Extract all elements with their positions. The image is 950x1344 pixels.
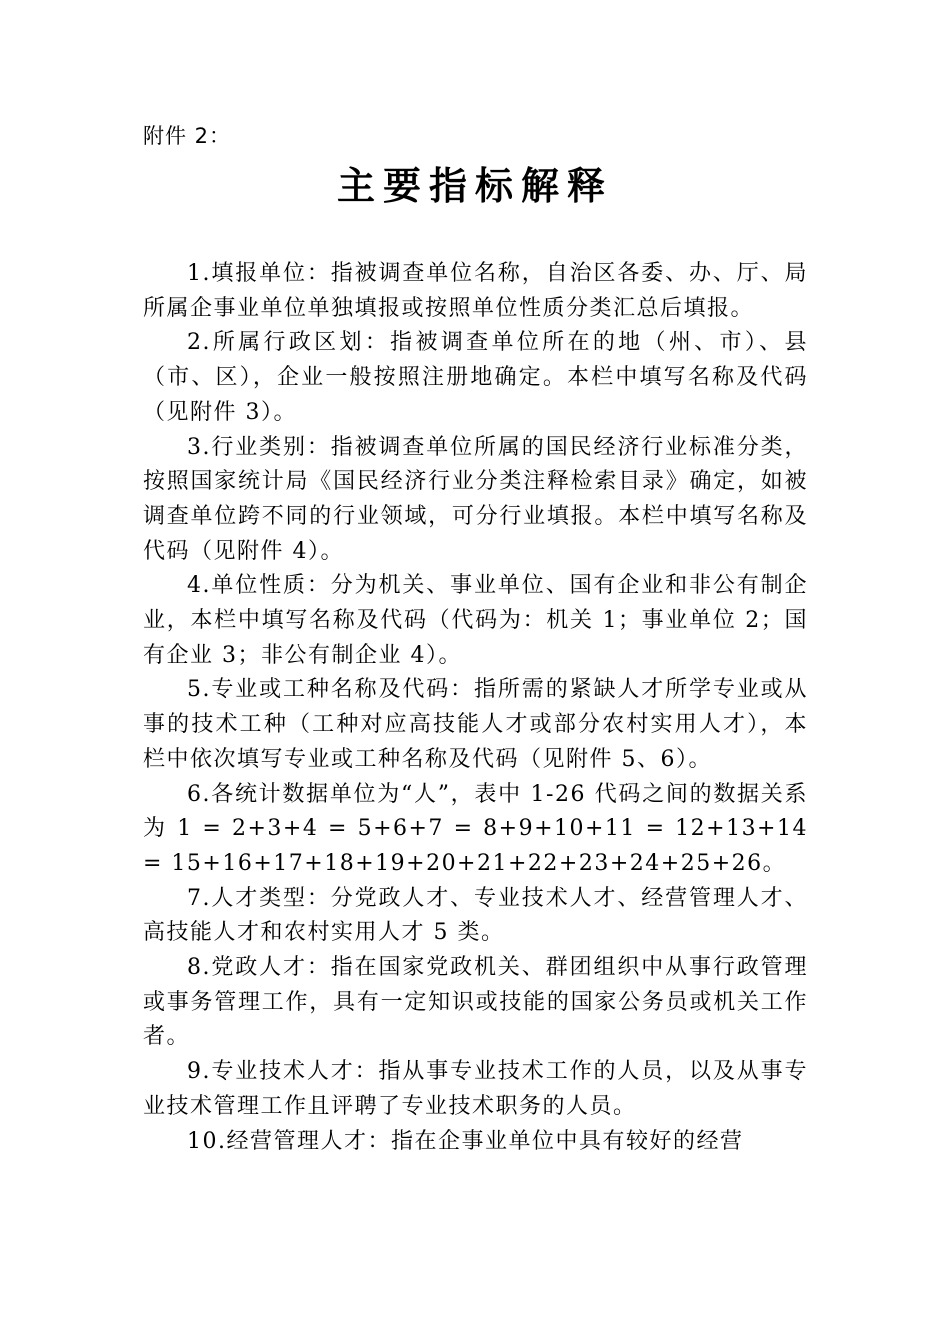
paragraph-item-1: 1.填报单位：指被调查单位名称，自治区各委、办、厅、局所属企事业单位单独填报或按照单位性质分类汇总后填报。: [143, 261, 808, 321]
paragraph-item-6: 6.各统计数据单位为“人”，表中 1-26 代码之间的数据关系为 1 = 2+3+4 = 5+6+7 = 8+9+10+11 = 12+13+14 = 15+16+17+18+19+20+21+22+23+24+25+26。: [143, 781, 808, 876]
paragraph-item-7: 7.人才类型：分党政人才、专业技术人才、经营管理人才、高技能人才和农村实用人才 5 类。: [143, 885, 808, 946]
attachment-label: 附件 2：: [143, 124, 232, 148]
document-body: [143, 257, 808, 1159]
paragraph-item-9: 9.专业技术人才：指从事专业技术工作的人员，以及从事专业技术管理工作且评聘了专业技术职务的人员。: [143, 1059, 808, 1119]
paragraph-item-8: 8.党政人才：指在国家党政机关、群团组织中从事行政管理或事务管理工作，具有一定知识或技能的国家公务员或机关工作者。: [143, 955, 808, 1050]
paragraph-item-5: 5.专业或工种名称及代码：指所需的紧缺人才所学专业或从事的技术工种（工种对应高技能人才或部分农村实用人才），本栏中依次填写专业或工种名称及代码（见附件 5、6）。: [143, 677, 808, 772]
paragraph-item-2: 2.所属行政区划：指被调查单位所在的地（州、市）、县（市、区），企业一般按照注册地确定。本栏中填写名称及代码（见附件 3）。: [143, 330, 808, 425]
paragraph-item-4: 4.单位性质：分为机关、事业单位、国有企业和非公有制企业，本栏中填写名称及代码（代码为：机关 1；事业单位 2；国有企业 3；非公有制企业 4）。: [143, 573, 808, 668]
page-title: 主要指标解释: [336, 163, 613, 208]
paragraph-item-10: 10.经营管理人才：指在企事业单位中具有较好的经营: [187, 1128, 744, 1154]
paragraph-item-3: 3.行业类别：指被调查单位所属的国民经济行业标准分类，按照国家统计局《国民经济行业分类注释检索目录》确定，如被调查单位跨不同的行业领域，可分行业填报。本栏中填写名称及代码（见附件 4）。: [143, 434, 808, 564]
